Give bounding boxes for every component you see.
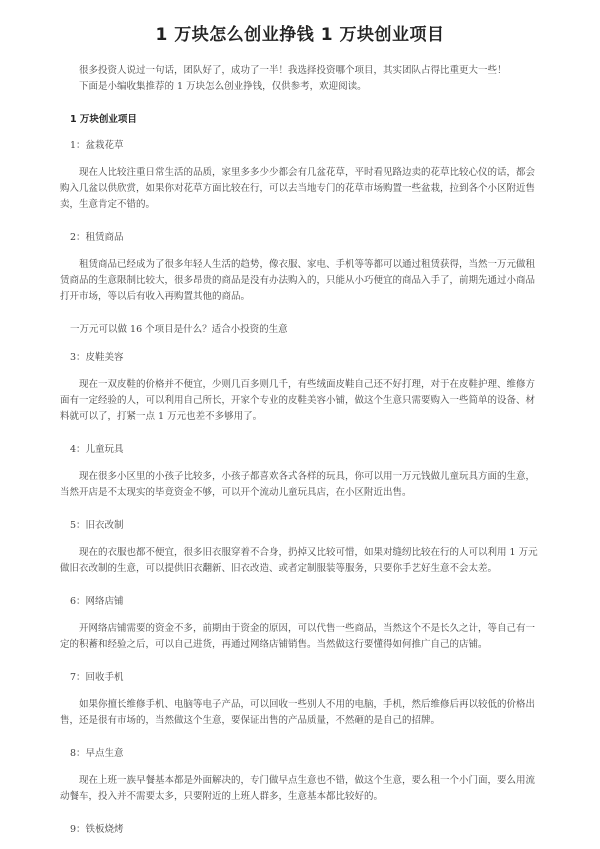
item-text-4: 现在很多小区里的小孩子比较多，小孩子都喜欢各式各样的玩具，你可以用一万元钱做儿童玩具方面的生意，当然开店是不太现实的毕竟资金不够，可以开个流动儿童玩具店，在小区附近出售。 xyxy=(60,471,536,498)
item-heading-5: 5：旧衣改制 xyxy=(70,520,124,531)
item-text-6: 开网络店铺需要的资金不多，前期由于资金的原因，可以代售一些商品，当然这个不是长久之计，等自己有一定的积蓄和经验之后，可以自己进货，再通过网络店铺销售。当然做这行要懂得如何推广自己的店铺。 xyxy=(60,623,536,650)
item-heading-2: 2：租赁商品 xyxy=(70,232,124,243)
intro xyxy=(60,63,540,95)
item-text-2: 租赁商品已经成为了很多年轻人生活的趋势，像衣服、家电、手机等等都可以通过租赁获得，当然一万元做租赁商品的生意限制比较大，很多昂贵的商品是没有办法购入的，只能从小巧便宜的商品入手了，前期先通过小商品打开市场，等以后有收入再购置其他的商品。 xyxy=(60,259,536,302)
item-text-7: 如果你擅长维修手机、电脑等电子产品，可以回收一些别人不用的电脑，手机，然后维修后再以较低的价格出售，还是很有市场的，当然做这个生意，要保证出售的产品质量，不然砸的是自己的招牌。 xyxy=(60,699,536,726)
item-text-8: 现在上班一族早餐基本都是外面解决的，专门做早点生意也不错，做这个生意，要么租一个小门面，要么用流动餐车，投入并不需要太多，只要附近的上班人群多，生意基本都比较好的。 xyxy=(60,775,536,802)
item-text-3: 现在一双皮鞋的价格并不便宜，少则几百多则几千，有些绒面皮鞋自己还不好打理，对于在皮鞋护理、维修方面有一定经验的人，可以利用自己所长，开家个专业的皮鞋美容小铺，做这个生意只需要购入一些简单的设备、材料就可以了，打紧一点 1 万元也差不多够用了。 xyxy=(60,379,536,422)
intro-line-1: 很多投资人说过一句话，团队好了，成功了一半！我选择投资哪个项目，其实团队占得比重更大一些！ xyxy=(79,65,507,76)
item-heading-9: 9：铁板烧烤 xyxy=(70,824,124,835)
item-heading-3: 3：皮鞋美容 xyxy=(70,352,124,363)
intro-line-2: 下面是小编收集推荐的 1 万块怎么创业挣钱，仅供参考，欢迎阅读。 xyxy=(79,81,367,92)
item-text-5: 现在的衣服也都不便宜，很多旧衣服穿着不合身，扔掉又比较可惜，如果对缝纫比较在行的人可以利用 1 万元做旧衣改制的生意，可以提供旧衣翻新、旧衣改造、或者定制服装等服务，只要你手艺好生意不会太差。 xyxy=(60,547,538,574)
item-heading-7: 7：回收手机 xyxy=(70,672,124,683)
page-title: 1 万块怎么创业挣钱 1 万块创业项目 xyxy=(155,25,445,45)
item-heading-6: 6：网络店铺 xyxy=(70,596,124,607)
item-text-1: 现在人比较注重日常生活的品质，家里多多少少都会有几盆花草，平时看见路边卖的花草比较心仪的话，都会购入几盆以供欣赏，如果你对花草方面比较在行，可以去当地专门的花草市场购置一些盆栽，拉到各个小区附近售卖，生意肯定不错的。 xyxy=(60,167,536,210)
item-heading-8: 8：早点生意 xyxy=(70,748,124,759)
item-heading-4: 4：儿童玩具 xyxy=(70,444,124,455)
section-heading: 1 万块创业项目 xyxy=(70,114,137,125)
item-heading-1: 1：盆栽花草 xyxy=(70,140,124,151)
related-link-text: 一万元可以做 16 个项目是什么？适合小投资的生意 xyxy=(70,324,288,335)
